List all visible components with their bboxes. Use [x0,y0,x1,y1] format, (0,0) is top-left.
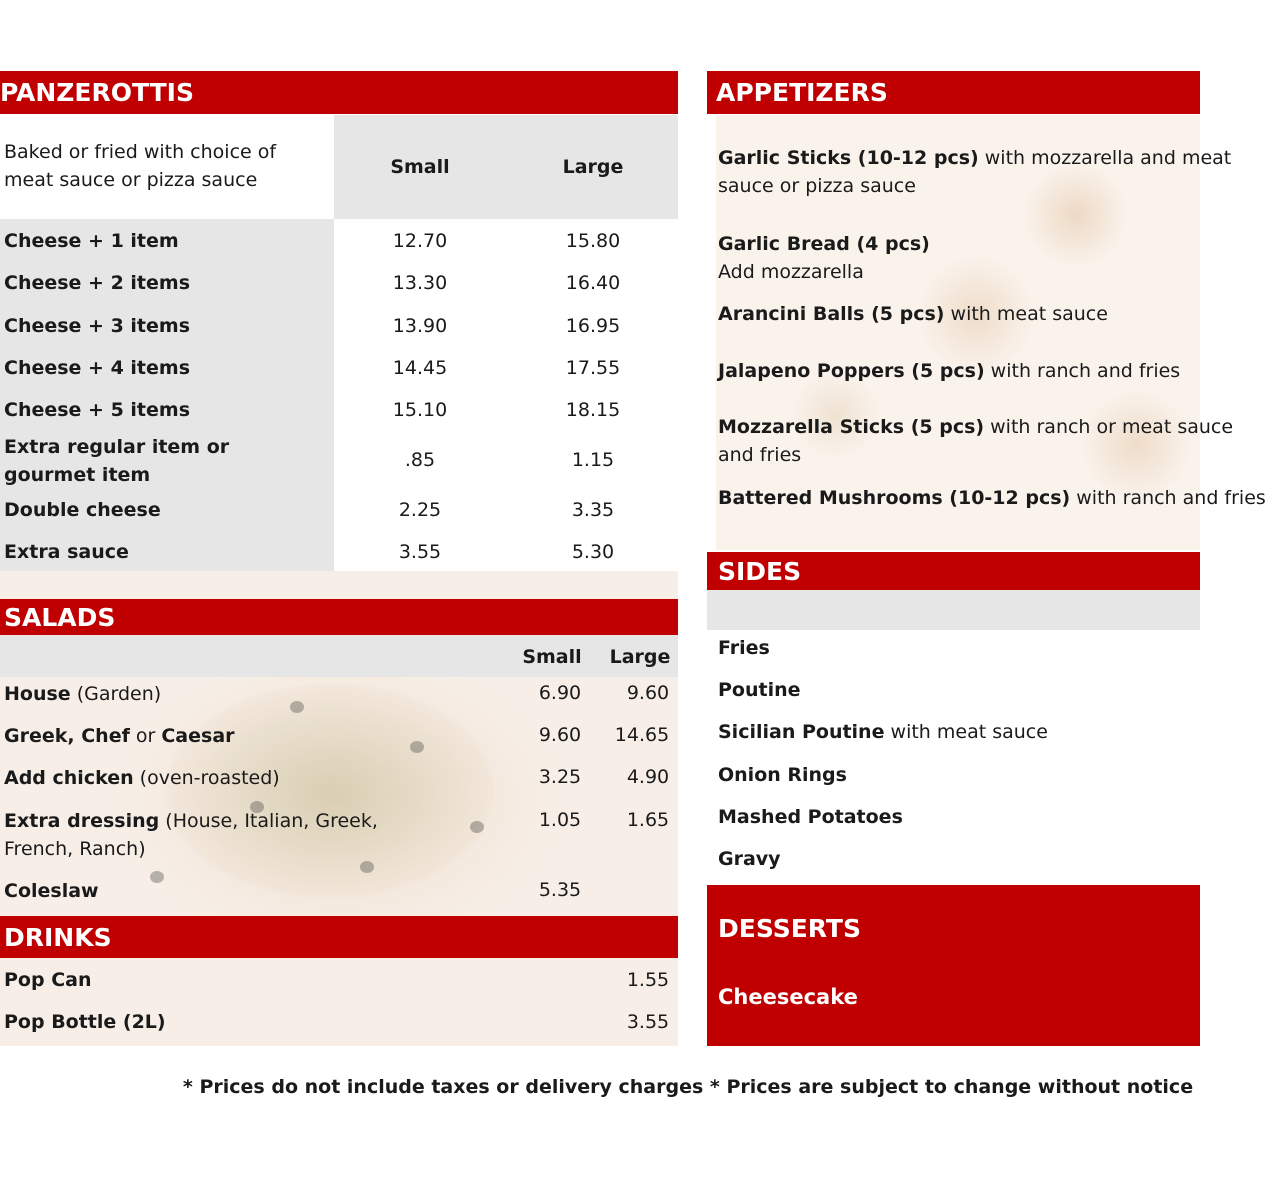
panzerottis-row-small: 13.90 [392,315,448,337]
appetizer-item [718,413,1258,469]
side-item: Mashed Potatoes [718,806,903,828]
side-desc: with meat sauce [884,721,1048,743]
side-item: Poutine [718,679,801,701]
sides-title: SIDES [718,556,802,586]
panzerottis-row-label: Cheese + 5 items [4,399,191,421]
panzerottis-row-large: 15.80 [565,230,621,252]
salad-row-small: 5.35 [538,879,582,901]
panzerottis-row-small: .85 [404,449,436,471]
salads-header [0,599,678,635]
salad-row-small: 6.90 [538,682,582,704]
panzerottis-row-label: Cheese + 3 items [4,315,191,337]
appetizer-name: Garlic Sticks (10-12 pcs) [718,147,979,169]
olive-decoration [470,821,484,833]
panzerottis-row-small: 12.70 [392,230,448,252]
salad-row-small: 9.60 [538,724,582,746]
appetizer-item [718,484,1266,512]
salad-row-label [4,807,444,863]
panzerottis-row-small: 13.30 [392,272,448,294]
salad-row-name: Chef [81,725,130,747]
side-name: Sicilian Poutine [718,721,885,743]
dessert-item: Cheesecake [718,985,858,1009]
panzerottis-intro: Baked or fried with choice of meat sauce or pizza sauce [4,141,277,191]
drink-row-price: 1.55 [626,969,670,991]
panzerottis-row-large: 5.30 [571,541,615,563]
panzerottis-row-small: 15.10 [392,399,448,421]
panzerottis-row-large: 17.55 [565,357,621,379]
panzerottis-col-large: Large [562,156,624,178]
salad-row-name: House [4,683,71,705]
panzerottis-row-label: Extra sauce [4,541,129,563]
appetizer-desc: with ranch or meat sauce and fries [718,416,1234,466]
salad-row-note: (House, Italian, Greek, French, Ranch) [4,810,378,860]
olive-decoration [410,741,424,753]
salads-title: SALADS [4,602,116,632]
salad-row-name: Greek [4,725,68,747]
salad-row-separator: or [129,725,162,747]
panzerottis-row-label: Extra regular item or gourmet item [4,436,230,486]
appetizer-desc: with ranch and fries [1070,487,1266,509]
drink-row-price: 3.55 [626,1011,670,1033]
panzerottis-row-large: 16.40 [565,272,621,294]
panzerottis-col-small: Small [390,156,450,178]
olive-decoration [150,871,164,883]
panzerottis-row-large: 18.15 [565,399,621,421]
salad-row-small: 3.25 [538,766,582,788]
salad-row-large: 1.65 [626,809,670,831]
desserts-title: DESSERTS [718,914,861,943]
appetizer-item [718,300,1108,328]
salads-col-large: Large [609,646,671,668]
side-item: Onion Rings [718,764,847,786]
panzerottis-row-label: Cheese + 2 items [4,272,191,294]
salad-row-name: Add chicken [4,767,134,789]
appetizer-desc: Add mozzarella [718,261,864,283]
salad-row-label [4,877,99,905]
appetizer-item [718,357,1180,385]
appetizer-name: Arancini Balls (5 pcs) [718,303,945,325]
drinks-title: DRINKS [4,922,112,952]
panzerottis-title: PANZEROTTIS [0,78,194,107]
appetizer-desc: with meat sauce [944,303,1108,325]
panzerottis-row-large: 3.35 [571,499,615,521]
salad-row-note: (oven-roasted) [133,767,280,789]
panzerottis-row-label: Double cheese [4,499,161,521]
appetizer-name: Garlic Bread (4 pcs) [718,233,930,255]
panzerottis-row-large: 1.15 [571,449,615,471]
salad-row-large: 4.90 [626,766,670,788]
side-item: Gravy [718,848,781,870]
appetizer-name: Battered Mushrooms (10-12 pcs) [718,487,1071,509]
desserts-panel [707,885,1200,1046]
side-item: Fries [718,637,770,659]
side-item [718,718,1048,746]
salads-col-small: Small [522,646,582,668]
salad-row-name: Extra dressing [4,810,160,832]
panzerottis-row-label: Cheese + 1 item [4,230,179,252]
salad-row-label [4,722,235,750]
panzerottis-row-label: Cheese + 4 items [4,357,191,379]
panzerottis-row-small: 3.55 [398,541,442,563]
appetizer-desc: with ranch and fries [984,360,1181,382]
panzerottis-row-large: 16.95 [565,315,621,337]
appetizer-desc: with mozzarella and meat sauce or pizza sauce [718,147,1232,197]
appetizer-name: Jalapeno Poppers (5 pcs) [718,360,985,382]
appetizer-item [718,230,1178,286]
olive-decoration [290,701,304,713]
appetizers-title: APPETIZERS [716,78,888,107]
panzerottis-header [0,71,678,114]
salad-row-label [4,680,161,708]
sides-column-header-row [707,590,1200,630]
salad-row-large: 9.60 [626,682,670,704]
drink-row-name: Pop Bottle (2L) [4,1011,166,1033]
appetizer-item [718,144,1278,200]
sides-header [707,552,1200,590]
panzerottis-row-small: 14.45 [392,357,448,379]
drinks-header [0,916,678,958]
appetizer-name: Mozzarella Sticks (5 pcs) [718,416,985,438]
salad-row-small: 1.05 [538,809,582,831]
appetizers-header [707,71,1200,114]
salad-row-name: Coleslaw [4,880,99,902]
salad-row-label [4,764,280,792]
drink-row-name: Pop Can [4,969,92,991]
footer-note: * Prices do not include taxes or delivery charges * Prices are subject to change without notice [182,1076,1194,1098]
salad-row-note: (Garden) [70,683,162,705]
panzerottis-row-small: 2.25 [398,499,442,521]
salad-row-name: Caesar [161,725,235,747]
salad-row-large: 14.65 [614,724,670,746]
salad-row-separator: , [67,725,82,747]
